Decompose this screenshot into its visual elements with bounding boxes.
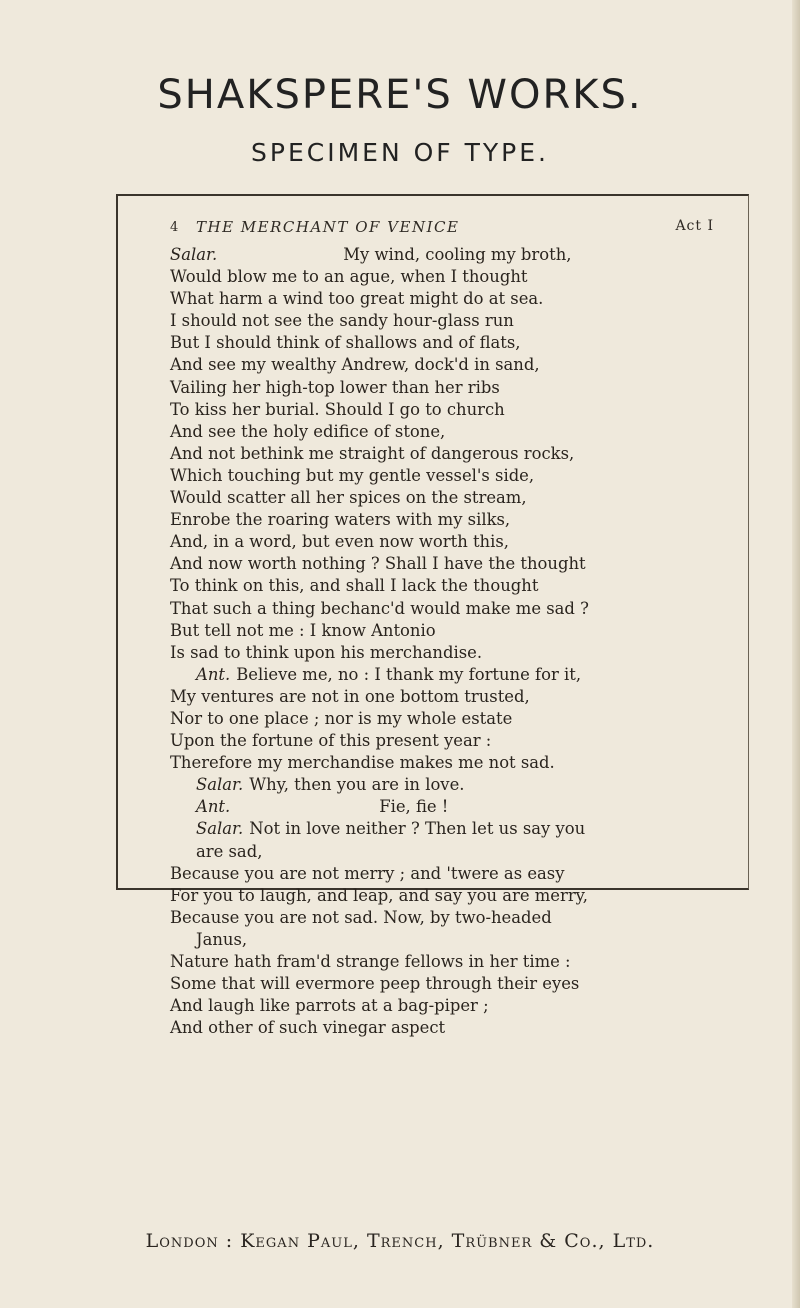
verse-text: Would blow me to an ague, when I thought <box>170 267 528 287</box>
verse-text: And see my wealthy Andrew, dock'd in sand, <box>170 355 540 375</box>
verse-line <box>170 995 730 1017</box>
verse-line <box>170 354 730 376</box>
verse-text: Upon the fortune of this present year : <box>170 731 492 751</box>
act-label: Act I <box>675 218 714 234</box>
verse-text: Therefore my merchandise makes me not sad. <box>170 753 555 773</box>
verse-line <box>170 973 730 995</box>
verse-text: Believe me, no : I thank my fortune for it, <box>236 664 582 684</box>
verse-text: And other of such vinegar aspect <box>170 1018 446 1038</box>
verse-text: For you to laugh, and leap, and say you are merry, <box>170 885 588 905</box>
verse-line <box>170 642 730 664</box>
page-number: 4 <box>170 220 179 235</box>
verse-text: I should not see the sandy hour-glass run <box>170 311 514 331</box>
speaker-name: Salar. <box>196 819 244 839</box>
verse-text: And not bethink me straight of dangerous rocks, <box>170 443 575 463</box>
verse-text: Some that will evermore peep through their eyes <box>170 974 580 994</box>
verse-line <box>170 863 730 885</box>
verse-line <box>170 487 730 509</box>
speaker-name: Salar. <box>170 245 218 264</box>
verse-line <box>170 841 730 863</box>
verse-line <box>170 664 730 686</box>
verse-text: Is sad to think upon his merchandise. <box>170 642 483 662</box>
verse-line <box>170 266 730 288</box>
verse-text: Janus, <box>196 929 248 949</box>
verse-text: To kiss her burial. Should I go to church <box>170 399 505 419</box>
verse-text: Enrobe the roaring waters with my silks, <box>170 510 511 530</box>
verse-line <box>170 774 730 796</box>
verse-line <box>170 421 730 443</box>
speaker-name: Ant. <box>196 664 231 684</box>
verse-text: But I should think of shallows and of flats, <box>170 333 521 353</box>
verse-line <box>170 730 730 752</box>
verse-line <box>170 575 730 597</box>
verse-line <box>170 553 730 575</box>
verse-line <box>170 752 730 774</box>
verse-text: are sad, <box>196 841 263 861</box>
verse-line <box>170 310 730 332</box>
verse-text: Fie, fie ! <box>379 797 449 817</box>
verse-text: Not in love neither ? Then let us say you <box>249 819 586 839</box>
page-subtitle: SPECIMEN OF TYPE. <box>251 138 549 167</box>
verse-line <box>170 399 730 421</box>
running-head <box>170 218 750 240</box>
verse-text: My ventures are not in one bottom trusted, <box>170 686 530 706</box>
verse-line <box>170 951 730 973</box>
verse-line <box>170 818 730 840</box>
verse-text: To think on this, and shall I lack the thought <box>170 576 539 596</box>
verse-line <box>170 929 730 951</box>
speaker-name: Ant. <box>196 797 231 817</box>
verse-text: Why, then you are in love. <box>249 775 465 795</box>
verse-line <box>170 465 730 487</box>
verse-text: And, in a word, but even now worth this, <box>170 532 509 552</box>
verse-text-block <box>170 244 730 1039</box>
verse-text: And laugh like parrots at a bag-piper ; <box>170 996 489 1016</box>
verse-text: And now worth nothing ? Shall I have the thought <box>170 554 586 574</box>
verse-text: Because you are not merry ; and 'twere as easy <box>170 863 565 883</box>
speaker-name: Salar. <box>196 775 244 795</box>
verse-line <box>170 686 730 708</box>
verse-line <box>170 443 730 465</box>
page-edge <box>792 0 800 1308</box>
verse-line <box>170 244 730 266</box>
verse-text: But tell not me : I know Antonio <box>170 620 436 640</box>
verse-line <box>170 377 730 399</box>
play-title: THE MERCHANT OF VENICE <box>196 218 460 236</box>
publisher-imprint: London : Kegan Paul, Trench, Trübner & Co., Ltd. <box>145 1230 655 1252</box>
verse-text: That such a thing bechanc'd would make me sad ? <box>170 598 589 618</box>
verse-line <box>170 620 730 642</box>
verse-text: Because you are not sad. Now, by two-headed <box>170 907 552 927</box>
page-title: SHAKSPERE'S WORKS. <box>157 72 643 118</box>
verse-text: What harm a wind too great might do at sea. <box>170 289 544 309</box>
verse-text: Which touching but my gentle vessel's side, <box>170 465 535 485</box>
verse-line <box>170 531 730 553</box>
verse-line <box>170 796 730 818</box>
verse-text: Nor to one place ; nor is my whole estate <box>170 708 513 728</box>
verse-text: Vailing her high-top lower than her ribs <box>170 377 500 397</box>
verse-text: My wind, cooling my broth, <box>343 245 572 264</box>
verse-text: And see the holy edifice of stone, <box>170 421 446 441</box>
verse-line <box>170 907 730 929</box>
verse-text: Would scatter all her spices on the stream, <box>170 488 527 508</box>
verse-line <box>170 332 730 354</box>
verse-line <box>170 288 730 310</box>
verse-line <box>170 885 730 907</box>
verse-line <box>170 708 730 730</box>
verse-text: Nature hath fram'd strange fellows in her time : <box>170 952 571 971</box>
verse-line <box>170 509 730 531</box>
verse-line <box>170 598 730 620</box>
verse-line <box>170 1017 730 1039</box>
